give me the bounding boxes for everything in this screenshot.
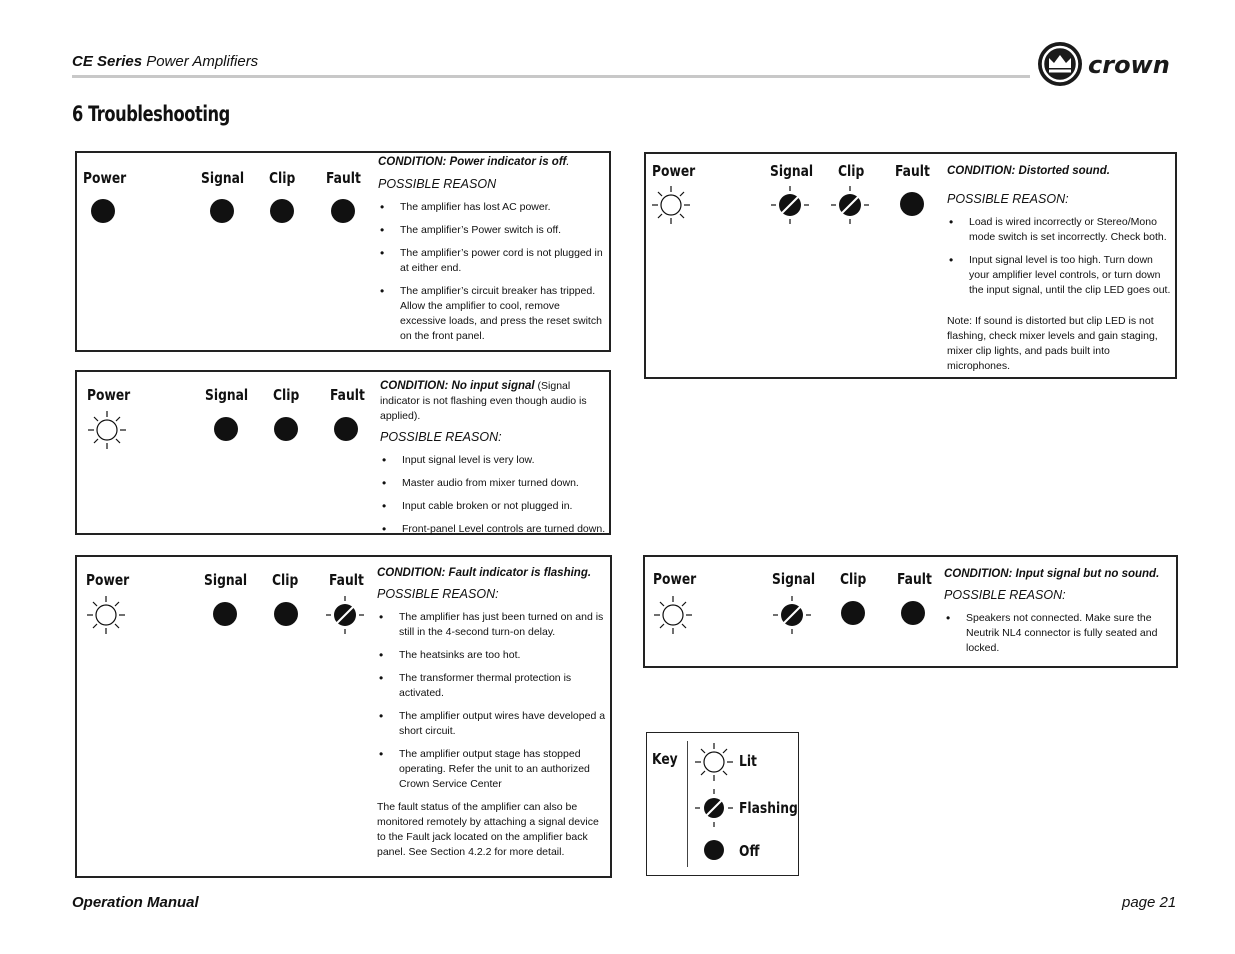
power-led-lit-icon [87, 410, 127, 450]
condition-title: CONDITION: Fault indicator is flashing. [377, 567, 592, 579]
fault-led-flashing-icon [325, 595, 365, 635]
reason-item: • The amplifier has lost AC power. [378, 200, 606, 215]
possible-reason-label: POSSIBLE REASON: [380, 430, 502, 444]
reason-item: • Load is wired incorrectly or Stereo/Mono mode switch is set incorrectly. Check both. [947, 215, 1172, 245]
power-led-off [91, 199, 115, 223]
reason-item: • Input cable broken or not plugged in. [380, 499, 608, 514]
possible-reason-label: POSSIBLE REASON: [377, 587, 499, 601]
label-signal: Signal [201, 169, 245, 187]
footer-page-number: page 21 [1122, 894, 1177, 911]
clip-led-off [274, 417, 298, 441]
signal-led-flashing-icon [772, 595, 812, 635]
reason-item: • Input signal level is very low. [380, 453, 608, 468]
panel-power-off [75, 151, 611, 352]
label-signal: Signal [770, 162, 814, 180]
label-clip: Clip [269, 169, 296, 187]
condition-title: CONDITION: Input signal but no sound. [944, 568, 1160, 580]
signal-led-off [210, 199, 234, 223]
reason-item: • The amplifier’s circuit breaker has tripped. Allow the amplifier to cool, remove excessive loads, and press the reset switch on the front panel. [378, 284, 606, 344]
fault-note: The fault status of the amplifier can also be monitored remotely by attaching a signal device to the Fault jack located on the amplifier back panel. See Section 4.2.2 for more detail. [377, 801, 599, 858]
reason-item: • Front-panel Level controls are turned down. [380, 522, 608, 537]
key-flashing-label: Flashing [739, 799, 798, 817]
panel-signal-no-sound [643, 555, 1178, 668]
flashing-led-icon [694, 788, 734, 828]
running-header [72, 53, 258, 70]
label-clip: Clip [838, 162, 865, 180]
fault-led-off [900, 192, 924, 216]
series-subtitle: Power Amplifiers [142, 53, 259, 70]
power-led-lit-icon [86, 595, 126, 635]
series-name: CE Series [72, 53, 143, 70]
fault-led-off [901, 601, 925, 625]
condition-title: CONDITION: Distorted sound. [947, 165, 1110, 177]
key-title: Key [652, 750, 678, 768]
label-fault: Fault [330, 386, 365, 404]
reason-item: • Master audio from mixer turned down. [380, 476, 608, 491]
header-rule [72, 75, 1030, 78]
key-divider [687, 741, 688, 867]
label-clip: Clip [273, 386, 300, 404]
section-title: 6 Troubleshooting [72, 102, 230, 126]
reason-item: • The amplifier output stage has stopped operating. Refer the unit to an authorized Crown Service Center [377, 747, 607, 792]
fault-led-off [331, 199, 355, 223]
off-led-icon [704, 840, 724, 860]
label-fault: Fault [895, 162, 930, 180]
label-fault: Fault [897, 570, 932, 588]
led-key-legend [646, 732, 799, 876]
brand-wordmark: crown [1088, 51, 1170, 79]
label-fault: Fault [326, 169, 361, 187]
label-signal: Signal [204, 571, 248, 589]
condition-suffix: . [566, 154, 570, 168]
signal-led-off [213, 602, 237, 626]
reason-item: • The heatsinks are too hot. [377, 648, 607, 663]
label-fault: Fault [329, 571, 364, 589]
label-clip: Clip [272, 571, 299, 589]
condition-suffix: (Signal indicator is not flashing even though audio is applied). [380, 380, 587, 422]
fault-led-off [334, 417, 358, 441]
key-off-label: Off [739, 842, 760, 860]
reason-item: • The amplifier’s power cord is not plugged in at either end. [378, 246, 606, 276]
condition-title: CONDITION: No input signal [380, 380, 535, 392]
label-clip: Clip [840, 570, 867, 588]
label-signal: Signal [205, 386, 249, 404]
distortion-note: Note: If sound is distorted but clip LED is not flashing, check mixer levels and gain staging, mixer clip lights, and pads built into microphones. [947, 315, 1158, 372]
possible-reason-label: POSSIBLE REASON: [944, 588, 1066, 602]
crown-logo [1036, 38, 1186, 90]
power-led-lit-icon [653, 595, 693, 635]
panel-distorted-sound [644, 152, 1177, 379]
reason-item: • Speakers not connected. Make sure the Neutrik NL4 connector is fully seated and locked. [944, 611, 1174, 656]
possible-reason-label: POSSIBLE REASON [378, 177, 497, 191]
label-power: Power [652, 162, 696, 180]
footer-manual-title: Operation Manual [72, 894, 199, 911]
label-power: Power [83, 169, 127, 187]
signal-led-flashing-icon [770, 185, 810, 225]
power-led-lit-icon [651, 185, 691, 225]
clip-led-off [270, 199, 294, 223]
label-power: Power [86, 571, 130, 589]
key-lit-label: Lit [739, 752, 757, 770]
label-power: Power [87, 386, 131, 404]
panel-no-input-signal [75, 370, 611, 535]
reason-item: • The amplifier’s Power switch is off. [378, 223, 606, 238]
reason-item: • The amplifier has just been turned on and is still in the 4-second turn-on delay. [377, 610, 607, 640]
possible-reason-label: POSSIBLE REASON: [947, 192, 1069, 206]
reason-item: • The amplifier output wires have developed a short circuit. [377, 709, 607, 739]
reason-item: • The transformer thermal protection is activated. [377, 671, 607, 701]
clip-led-off [274, 602, 298, 626]
condition-title: CONDITION: Power indicator is off [378, 156, 567, 168]
label-signal: Signal [772, 570, 816, 588]
label-power: Power [653, 570, 697, 588]
clip-led-off [841, 601, 865, 625]
panel-fault-flashing [75, 555, 612, 878]
clip-led-flashing-icon [830, 185, 870, 225]
signal-led-off [214, 417, 238, 441]
lit-led-icon [694, 742, 734, 782]
reason-item: • Input signal level is too high. Turn down your amplifier level controls, or turn down the input signal, until the clip LED goes out. [947, 253, 1172, 298]
